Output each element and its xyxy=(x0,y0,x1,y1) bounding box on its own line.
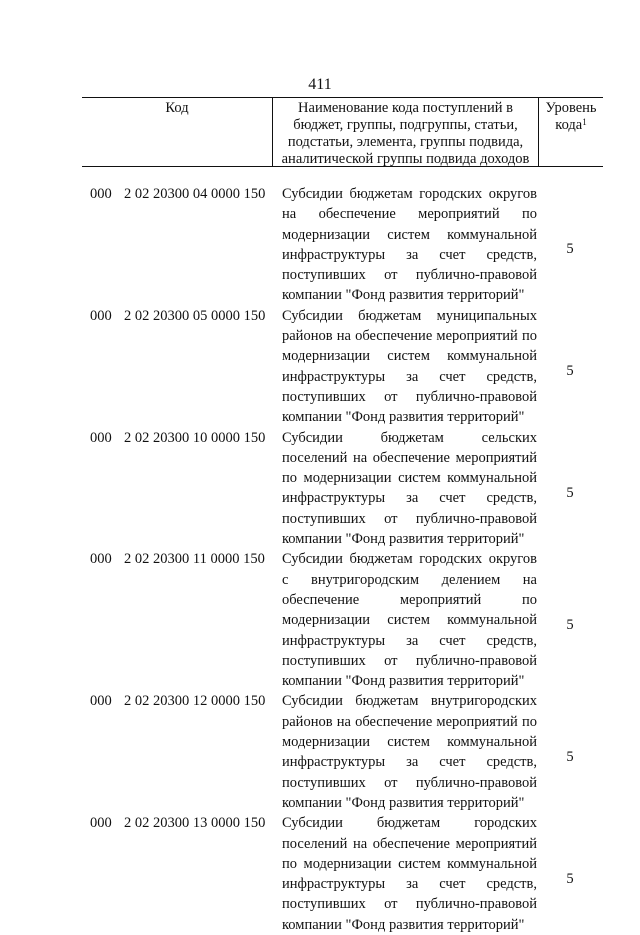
row-code: 2 02 20300 13 0000 150 xyxy=(124,815,266,832)
table-body xyxy=(82,184,603,935)
row-level: 5 xyxy=(566,241,574,258)
row-level: 5 xyxy=(566,748,574,765)
row-code: 2 02 20300 10 0000 150 xyxy=(124,429,266,446)
row-level: 5 xyxy=(566,484,574,501)
row-prefix: 000 xyxy=(90,693,112,710)
row-code: 2 02 20300 05 0000 150 xyxy=(124,307,266,324)
row-prefix: 000 xyxy=(90,186,112,202)
row-level: 5 xyxy=(566,616,574,633)
row-prefix: 000 xyxy=(90,307,112,324)
header-code: Код xyxy=(82,98,273,166)
row-code: 2 02 20300 11 0000 150 xyxy=(124,551,265,568)
row-name: Субсидии бюджетам сельских поселений на обеспечение мероприятий по модернизации систем коммунальной инфраструктуры за счет средств, поступивших от публично-правовой компании "Фонд развития территорий" xyxy=(282,429,537,548)
row-name: Субсидии бюджетам городских поселений на обеспечение мероприятий по модернизации систем коммунальной инфраструктуры за счет средств, поступивших от публично-правовой компании "Фонд развития территорий" xyxy=(282,815,537,933)
header-level xyxy=(539,98,603,166)
header-name: Наименование кода поступлений в бюджет, группы, подгруппы, статьи, подстатьи, элемента, группы подвида, аналитической группы подвида доходов xyxy=(273,98,539,166)
table-row xyxy=(82,306,603,428)
header-level-footnote: 1 xyxy=(582,117,587,127)
row-name: Субсидии бюджетам городских округов на обеспечение мероприятий по модернизации систем коммунальной инфраструктуры за счет средств, поступивших от публично-правовой компании "Фонд развития территорий" xyxy=(282,186,537,304)
table-row xyxy=(82,813,603,935)
page-number: 411 xyxy=(308,76,332,93)
table-row xyxy=(82,549,603,691)
header-level-label: Уровень кода xyxy=(545,100,597,133)
table-row xyxy=(82,184,603,306)
row-prefix: 000 xyxy=(90,551,112,568)
row-name: Субсидии бюджетам муниципальных районов на обеспечение мероприятий по модернизации систем коммунальной инфраструктуры за счет средств, поступивших от публично-правовой компании "Фонд развития территорий" xyxy=(282,307,537,426)
row-level: 5 xyxy=(566,363,574,380)
table-header xyxy=(82,97,603,167)
row-level: 5 xyxy=(566,870,574,887)
row-prefix: 000 xyxy=(90,429,112,446)
table-row xyxy=(82,691,603,813)
row-prefix: 000 xyxy=(90,815,112,832)
row-code: 2 02 20300 12 0000 150 xyxy=(124,693,266,710)
row-name: Субсидии бюджетам внутригородских районов на обеспечение мероприятий по модернизации систем коммунальной инфраструктуры за счет средств, поступивших от публично-правовой компании "Фонд развития территорий" xyxy=(282,693,537,811)
row-name: Субсидии бюджетам городских округов с внутригородским делением на обеспечение мероприятий по модернизации систем коммунальной инфраструктуры за счет средств, поступивших от публично-правовой компании "Фонд развития территорий" xyxy=(282,551,537,690)
table-row xyxy=(82,428,603,550)
row-code: 2 02 20300 04 0000 150 xyxy=(124,186,266,202)
